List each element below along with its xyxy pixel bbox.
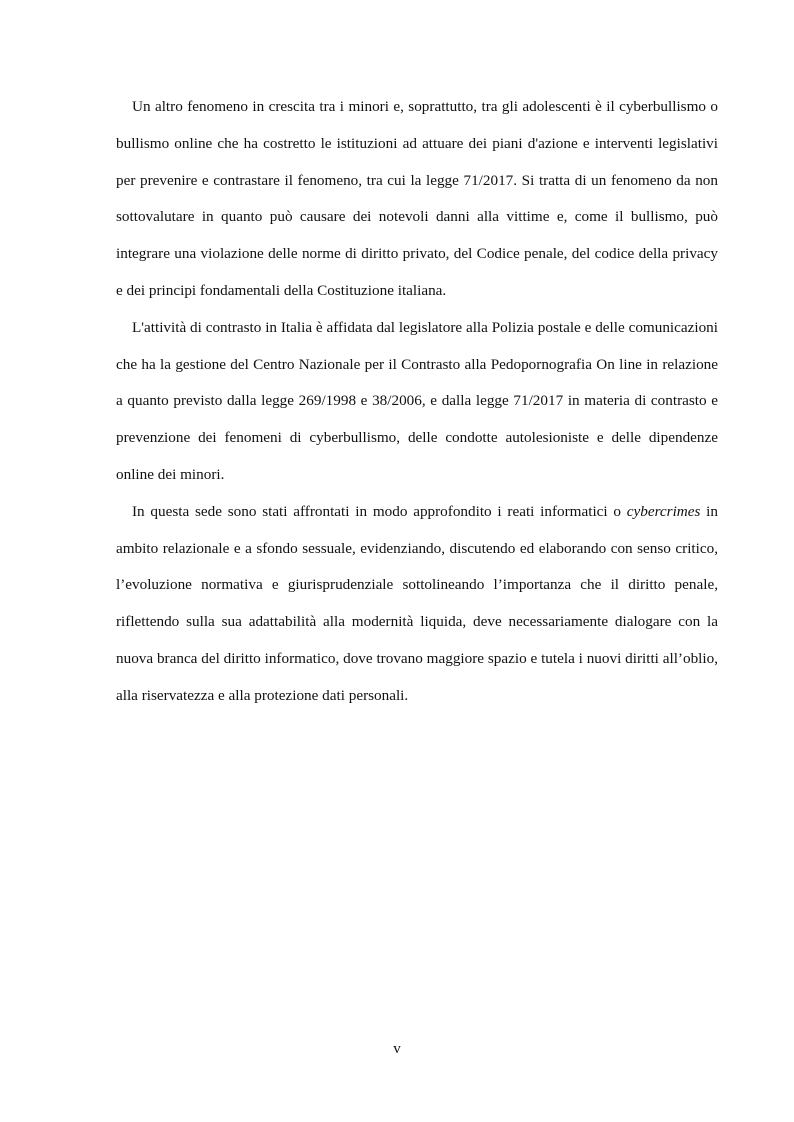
paragraph-cybercrimes — [116, 494, 718, 715]
paragraph-cybercrimes-before: In questa sede sono stati affrontati in modo approfondito i reati informatici o — [132, 502, 627, 520]
paragraph-cybercrimes-after: in ambito relazionale e a sfondo sessuale, evidenziando, discutendo ed elaborando con senso critico, l’evoluzione normativa e giurisprudenziale sottolineando l’importanza che il diritto penale, riflettendo sulla sua adattabilità alla modernità liquida, deve necessariamente dialogare con la nuova branca del diritto informatico, dove trovano maggiore spazio e tutela i nuovi diritti all’oblio, alla riservatezza e alla protezione dati personali. — [116, 502, 718, 704]
cybercrimes-emphasis: cybercrimes — [626, 502, 701, 520]
page-number: v — [393, 1041, 401, 1057]
paragraph-cyberbullismo: Un altro fenomeno in crescita tra i minori e, soprattutto, tra gli adolescenti è il cyberbullismo o bullismo online che ha costretto le istituzioni ad attuare dei piani d'azione e interventi legislativi per prevenire e contrastare il fenomeno, tra cui la legge 71/2017. Si tratta di un fenomeno da non sottovalutare in quanto può causare dei notevoli danni alla vittime e, come il bullismo, può integrare una violazione delle norme di diritto privato, del Codice penale, del codice della privacy e dei principi fondamentali della Costituzione italiana. — [116, 98, 718, 299]
paragraph-polizia-postale: L'attività di contrasto in Italia è affidata dal legislatore alla Polizia postale e delle comunicazioni che ha la gestione del Centro Nazionale per il Contrasto alla Pedopornografia On line in relazione a quanto previsto dalla legge 269/1998 e 38/2006, e dalla legge 71/2017 in materia di contrasto e prevenzione dei fenomeni di cyberbullismo, delle condotte autolesioniste e delle dipendenze online dei minori. — [116, 318, 718, 483]
page-body — [116, 89, 718, 715]
